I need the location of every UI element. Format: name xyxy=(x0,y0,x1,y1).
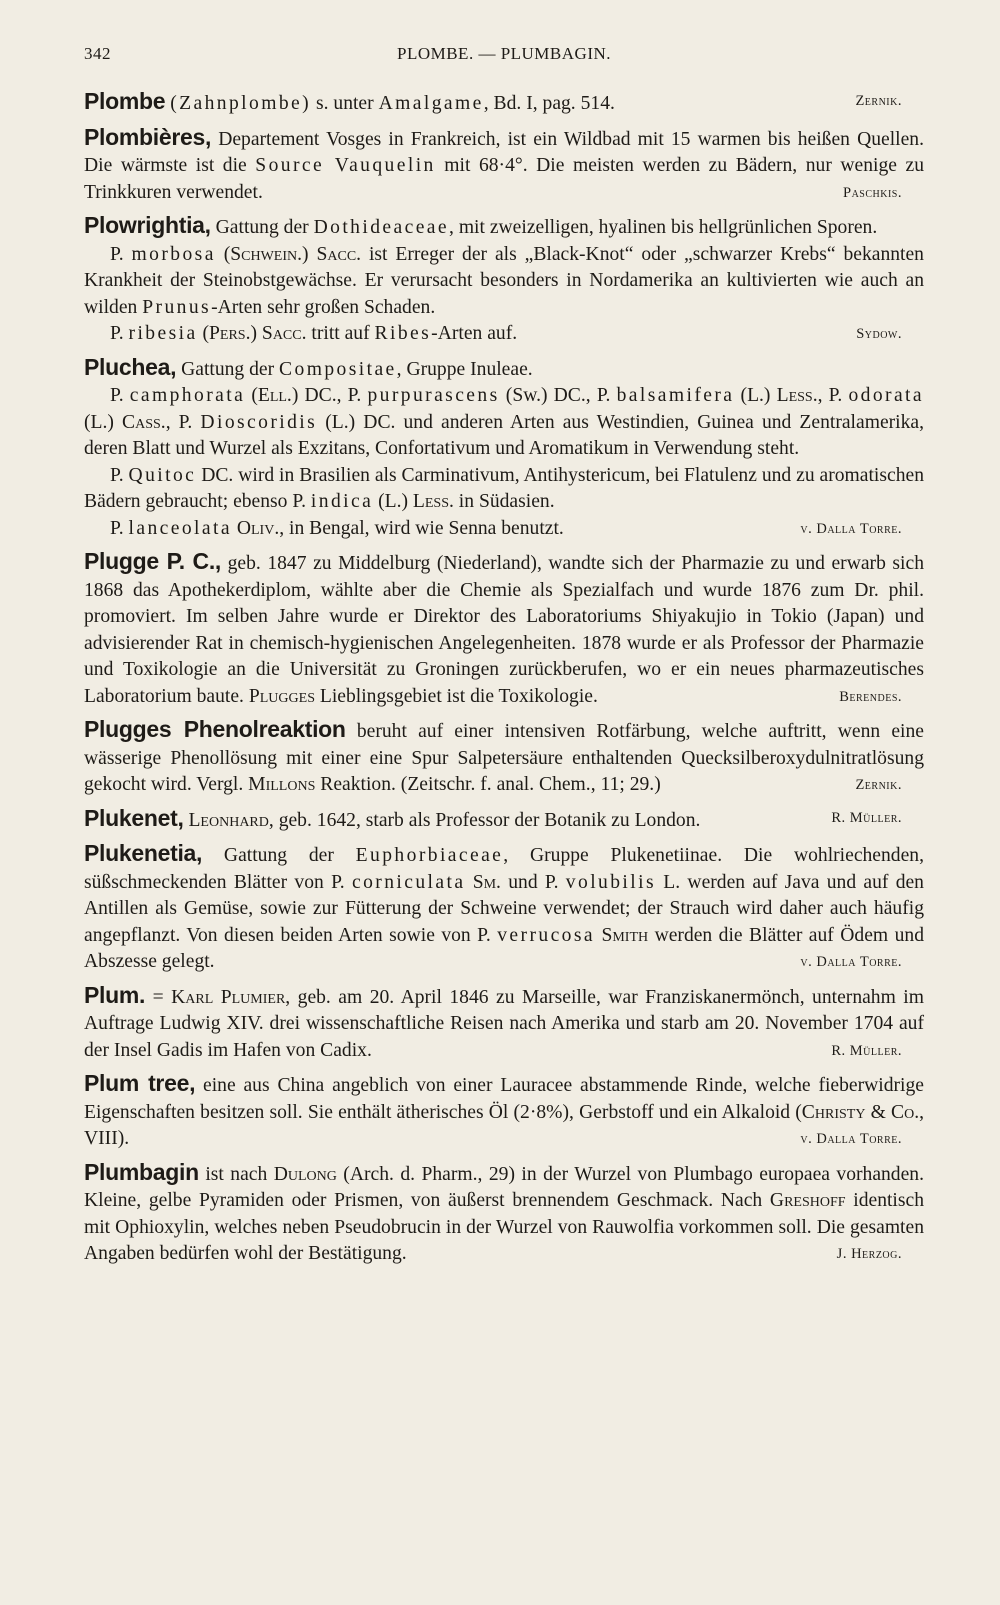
entry-plukenetia xyxy=(84,840,924,976)
entry-paragraph: P. camphorata (Ell.) DC., P. purpurascens (Sw.) DC., P. balsamifera (L.) Less., P. odorata (L.) Cass., P. Dioscoridis (L.) DC. und anderen Arten aus Westindien, Guinea und Zentralamerika, deren Blatt und Wurzel als Exzitans, Confortativum und Aromatikum in Verwendung steht. xyxy=(84,385,925,459)
page-number: 342 xyxy=(84,44,111,63)
author-signature: Paschkis. xyxy=(843,184,902,201)
running-header xyxy=(84,44,924,72)
entry-paragraph: Plumbagin ist nach Dulong (Arch. d. Pharm., 29) in der Wurzel von Plumbago europaea vorhanden. Kleine, gelbe Pyramiden oder Prismen, von äußerst brennendem Geschmack. Nach Greshoff identisch mit Ophioxylin, welches neben Pseudobrucin in der Wurzel von Rauwolfia vorkommen soll. Die gesamten Angaben bedürfen wohl der Bestätigung. J. Herzog. xyxy=(84,1159,924,1268)
headword: Plugge P. C., xyxy=(84,548,222,574)
author-signature: Zernik. xyxy=(855,93,902,109)
entry-paragraph: Plugges Phenolreaktion beruht auf einer intensiven Rotfärbung, welche auftritt, wenn eine wässerige Phenollösung mit einer eine Spur Salpetersäure enthaltenden Quecksilberoxydulnitratlösung gekocht wird. Vergl. Millons Reaktion. (Zeitschr. f. anal. Chem., 11; 29.) Zernik. xyxy=(84,716,924,799)
headword: Plowrightia, xyxy=(84,212,211,238)
headword: Plombe xyxy=(84,88,166,114)
entry-paragraph: Plum tree, eine aus China angeblich von einer Lauracee abstammende Rinde, welche fieberwidrige Eigenschaften besitzen soll. Sie enthält ätherisches Öl (2·8%), Gerbstoff und ein Alkaloid (Christy & Co., VIII). v. Dalla Torre. xyxy=(84,1070,924,1153)
entry-paragraph: Plukenetia, Gattung der Euphorbiaceae, Gruppe Plukenetiinae. Die wohlriechenden, süßschmeckenden Blätter von P. corniculata Sm. und P. volubilis L. werden auf Java und auf den Antillen als Gemüse, sowie zur Fütterung der Schweine verwendet; der Strauch wird daher auch häufig angepflanzt. Von diesen beiden Arten sowie von P. verrucosa Smith werden die Blätter auf Ödem und Abszesse gelegt. v. Dalla Torre. xyxy=(84,840,924,976)
headword: Plum tree, xyxy=(84,1070,196,1096)
author-signature: J. Herzog. xyxy=(836,1246,902,1262)
headword: Plombières, xyxy=(84,123,212,150)
author-signature: Zernik. xyxy=(855,777,902,793)
entry-paragraph: Plombe (Zahnplombe) s. unter Amalgame, Bd. I, pag. 514. Zernik. xyxy=(84,88,924,118)
entry-plugges-phenolreaktion xyxy=(84,716,924,799)
entry-plombieres xyxy=(84,124,924,207)
author-signature: v. Dalla Torre. xyxy=(800,954,902,970)
entry-paragraph: Plugge P. C., geb. 1847 zu Middelburg (Niederland), wandte sich der Pharmazie zu und erwarb sich 1868 das Apothekerdiplom, wählte aber die Chemie als Spezialfach und wurde 1876 zum Dr. phil. promoviert. Im selben Jahre wurde er Direktor des Laboratoriums Shiyakujio in Tokio (Japan) und advisierender Rat in chemisch-hygienischen Angelegenheiten. 1878 wurde er als Professor der Pharmazie und Toxikologie an die Universität zu Groningen zurückberufen, wo er ein neues pharmazeutisches Laboratorium baute. Plugges Lieblingsgebiet ist die Toxikologie. Berendes. xyxy=(84,548,924,710)
author-signature: v. Dalla Torre. xyxy=(800,1131,902,1147)
entry-paragraph: Plukenet, Leonhard, geb. 1642, starb als Professor der Botanik zu London. R. Müller. xyxy=(84,805,924,835)
author-signature: v. Dalla Torre. xyxy=(800,520,902,537)
entry-pluchea xyxy=(84,354,924,543)
author-signature: Sydow. xyxy=(856,326,902,342)
entry-paragraph: P. Quitoc DC. wird in Brasilien als Carminativum, Antihystericum, bei Flatulenz und zu aromatischen Bädern gebraucht; ebenso P. indica (L.) Less. in Südasien. xyxy=(84,464,924,512)
entry-paragraph: Pluchea, Gattung der Compositae, Gruppe Inuleae. xyxy=(84,353,533,380)
entry-paragraph: P. morbosa (Schwein.) Sacc. ist Erreger der als „Black-Knot“ oder „schwarzer Krebs“ bekannten Krankheit der Steinobstgewächse. Er verursacht besonders in Nordamerika an kultivierten wie auch an wilden Prunus-Arten sehr großen Schaden. xyxy=(84,243,924,318)
entry-paragraph: P. lanceolata Oliv., in Bengal, wird wie Senna benutzt. v. Dalla Torre. xyxy=(84,516,924,543)
author-signature: Berendes. xyxy=(839,688,902,705)
entry-paragraph: Plum. = Karl Plumier, geb. am 20. April 1846 zu Marseille, war Franziskanermönch, unternahm im Auftrage Ludwig XIV. drei wissenschaftliche Reisen nach Amerika und starb am 20. November 1704 auf der Insel Gadis im Hafen von Cadix. R. Müller. xyxy=(84,982,924,1065)
entry-plum-tree xyxy=(84,1070,924,1153)
entry-plumbagin xyxy=(84,1159,924,1268)
entry-plowrightia xyxy=(84,212,924,348)
author-signature: R. Müller. xyxy=(831,1042,902,1059)
page-body xyxy=(84,88,924,1274)
entry-paragraph: P. ribesia (Pers.) Sacc. tritt auf Ribes-Arten auf. Sydow. xyxy=(84,321,924,348)
author-signature: R. Müller. xyxy=(831,809,902,826)
headword: Pluchea, xyxy=(84,353,177,380)
headword: Plukenet, xyxy=(84,804,184,831)
running-title: PLOMBE. — PLUMBAGIN. xyxy=(396,44,612,63)
entry-plugge xyxy=(84,548,924,710)
headword: Plumbagin xyxy=(84,1158,199,1185)
entry-plum xyxy=(84,982,924,1065)
entry-plombe xyxy=(84,88,924,118)
entry-paragraph: Plombières, Departement Vosges in Frankreich, ist ein Wildbad mit 15 warmen bis heißen Quellen. Die wärmste ist die Source Vauquelin mit 68·4°. Die meisten werden zu Bädern, nur wenige zu Trinkkuren verwendet. Paschkis. xyxy=(84,124,924,207)
entry-paragraph: Plowrightia, Gattung der Dothideaceae, mit zweizelligen, hyalinen bis hellgrünlichen Sporen. xyxy=(84,212,878,238)
headword: Plugges Phenolreaktion xyxy=(84,716,346,742)
headword: Plum. xyxy=(84,981,146,1008)
entry-plukenet xyxy=(84,805,924,835)
headword: Plukenetia, xyxy=(84,840,203,866)
